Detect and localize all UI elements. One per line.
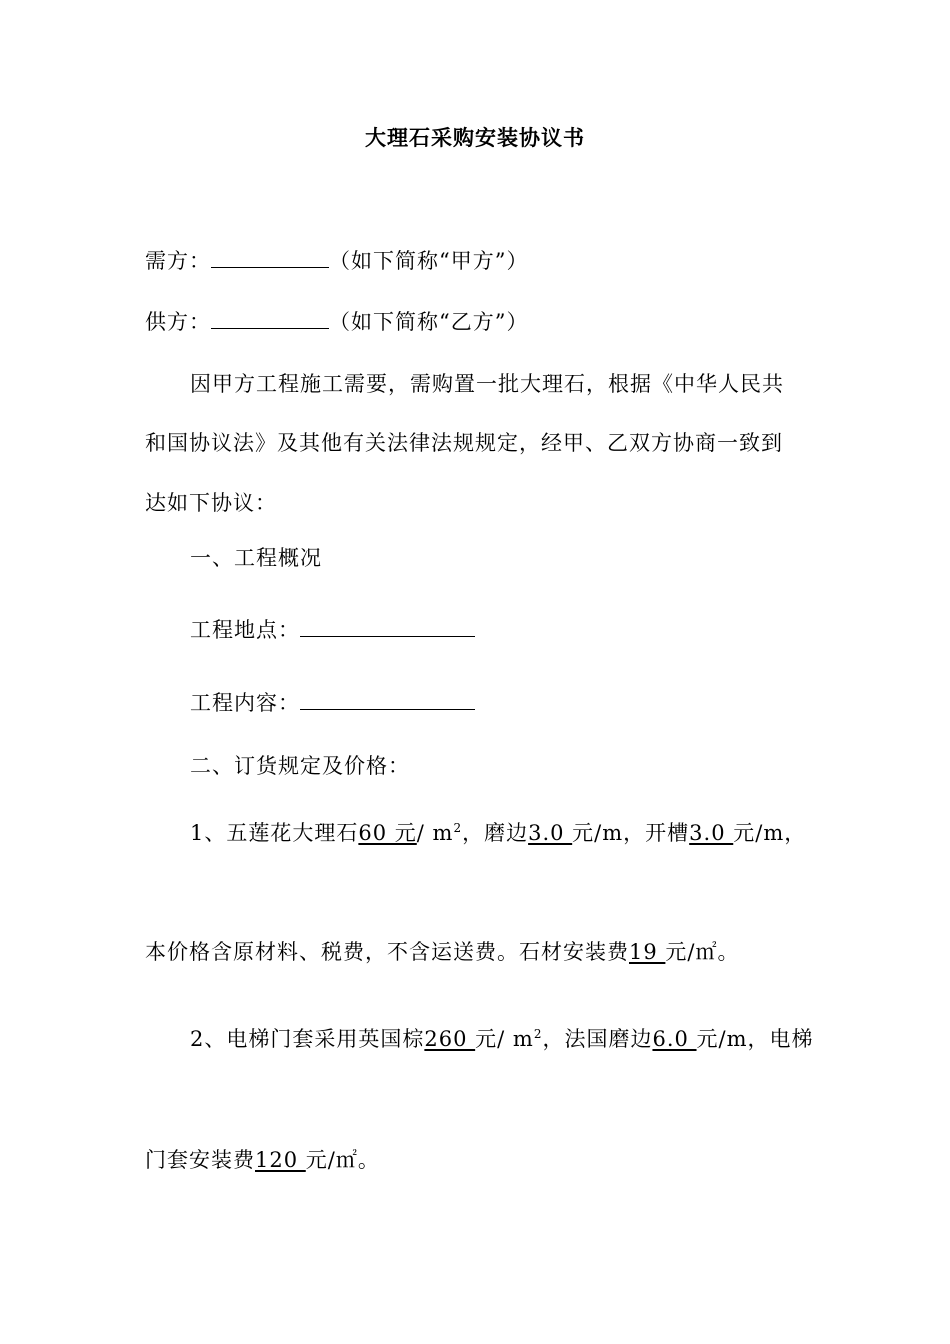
item1-sq: 2 xyxy=(453,821,463,835)
location-blank xyxy=(300,614,475,637)
demand-party-blank xyxy=(211,245,329,268)
content-line xyxy=(190,687,475,718)
item2-sq: 2 xyxy=(533,1027,543,1041)
item2-edge-unit: 元/m，电梯 xyxy=(696,1027,814,1051)
intro-line-3: 达如下协议： xyxy=(145,491,277,515)
supply-party-label: 供方： xyxy=(145,310,211,334)
content-blank xyxy=(300,687,475,710)
item2-install-unit: 元/㎡。 xyxy=(305,1148,380,1172)
item2-edge-price: 6.0 xyxy=(652,1027,697,1051)
content-label: 工程内容： xyxy=(190,691,300,715)
item2-cont-line xyxy=(145,1145,380,1175)
demand-party-note: （如下简称“甲方”） xyxy=(329,249,529,273)
supply-party-line xyxy=(145,306,528,337)
item1-cont-line xyxy=(145,937,739,967)
demand-party-label: 需方： xyxy=(145,249,211,273)
supply-party-blank xyxy=(211,306,329,329)
item2-edge-label: ，法国磨边 xyxy=(542,1027,653,1051)
item1-stone-price: 60 元 xyxy=(358,821,417,845)
item2-cont-text: 门套安装费 xyxy=(145,1148,255,1172)
item2-install-price: 120 xyxy=(255,1148,306,1172)
location-line xyxy=(190,614,475,645)
item1-edge-label: ，磨边 xyxy=(462,821,529,845)
item1-prefix: 1、五莲花大理石 xyxy=(190,821,359,845)
section2-heading: 二、订货规定及价格： xyxy=(190,754,410,778)
item2-prefix: 2、电梯门套采用英国棕 xyxy=(190,1027,425,1051)
item1-stone-unit: / m xyxy=(416,821,454,845)
supply-party-note: （如下简称“乙方”） xyxy=(329,310,529,334)
item1-edge-unit: 元/m，开槽 xyxy=(572,821,690,845)
location-label: 工程地点： xyxy=(190,618,300,642)
item1-slot-price: 3.0 xyxy=(689,821,734,845)
item2-stone-unit: 元/ m xyxy=(475,1027,534,1051)
item1-cont-text: 本价格含原材料、税费，不含运送费。石材安装费 xyxy=(145,940,629,964)
item1-edge-price: 3.0 xyxy=(528,821,573,845)
demand-party-line xyxy=(145,245,528,276)
item1-install-unit: 元/㎡。 xyxy=(665,940,740,964)
item2-stone-price: 260 xyxy=(424,1027,476,1051)
item2-line xyxy=(190,1024,814,1054)
intro-line-2: 和国协议法》及其他有关法律法规规定，经甲、乙双方协商一致到 xyxy=(145,431,783,455)
item1-slot-unit: 元/m， xyxy=(733,821,807,845)
document-title: 大理石采购安装协议书 xyxy=(365,125,585,150)
item1-line xyxy=(190,818,806,848)
item1-install-price: 19 xyxy=(629,940,666,964)
intro-line-1: 因甲方工程施工需要，需购置一批大理石，根据《中华人民共 xyxy=(190,372,784,396)
section1-heading: 一、工程概况 xyxy=(190,546,322,570)
